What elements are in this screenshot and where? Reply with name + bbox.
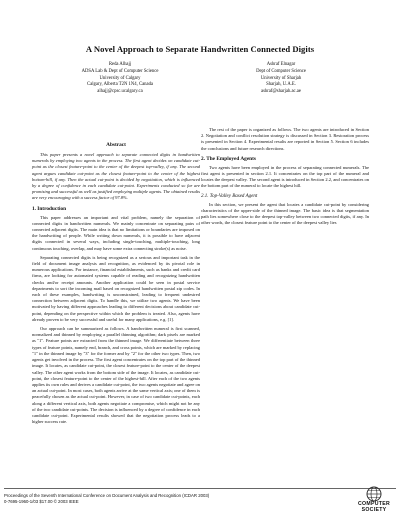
author-email: alhajj@cpsc.ucalgary.ca [97, 89, 143, 95]
author-block-2 [196, 62, 366, 96]
footer [4, 493, 209, 505]
abstract-heading: Abstract [106, 142, 126, 148]
footer-divider [4, 488, 396, 489]
author-name: Reda Alhajj [108, 62, 132, 67]
paragraph: In this section, we present the agent that locates a candidate cut-point by considering characteristics of the upper-side of the thinned image. The basic idea is that segmentation path lies somewhere close to the deepest top-valley between two connected digits, if any. In other words, the closest feature point to the center of the deepest valley lies [201, 201, 369, 226]
author-affiliation: ADSA Lab & Dept of Computer Science [81, 68, 159, 74]
paragraph: Two agents have been employed in the process of separating connected numerals. The first agent is presented in section 2.1. It concentrates on the top part of the numeral and locates the deepest valley. The second agent is introduced in Section 2.2, and concentrates on the bottom part of the numeral to locate the highest hill. [201, 164, 369, 189]
footer-isbn: 0-7695-1960-1/03 $17.00 © 2003 IEEE [4, 499, 79, 504]
logo-text-line1: COMPUTER [357, 501, 391, 507]
author-location: Calgary, Alberta T2N 1N4, Canada [87, 82, 153, 88]
abstract-text: This paper presents a novel approach to separate connected digits in handwritten numerals by employing two agents in the process. The first agent decides on candidate cut-point as the closest feature-point to the center of the deepest top-valley, if any. The second agent argues candidate cut-point as the closest feature-point to the center of the highest bottom-hill, if any. Then the actual cut-point is decided by negotiation, which is influenced by a degree of confidence in each candidate cut-point. Experiments conducted so far are promising and successful as well as justified employing multiple agents. The obtained results are very encouraging with a success factor of 97.8%. [32, 152, 200, 201]
author-block-1 [35, 62, 205, 96]
computer-society-emblem-icon [363, 486, 385, 502]
footer-proceedings: Proceedings of the Seventh International Conference on Document Analysis and Recognition (ICDAR 2003) [4, 493, 210, 498]
subsection-heading-top-valley: 2.1. Top-Valley Based Agent [201, 193, 258, 199]
section-heading-introduction: 1. Introduction [32, 205, 67, 212]
logo-text-line2: SOCIETY [361, 506, 387, 513]
author-institution: University of Calgary [99, 75, 141, 81]
paper-title: A Novel Approach to Separate Handwritten Connected Digits [85, 44, 315, 54]
computer-society-logo [351, 486, 397, 516]
section-heading-employed-agents: 2. The Employed Agents [201, 155, 256, 162]
right-column [201, 124, 369, 229]
author-name: Ashraf Elnagar [266, 62, 296, 67]
author-affiliation: Dept of Computer Science [256, 68, 306, 74]
paragraph: The rest of the paper is organized as follows. The two agents are introduced in Section 2. Negotiation and conflict resolution strategy is discussed in Section 3. Restoration process is presented in Section 4. Experimental results are reported in Section 5. Section 6 includes the conclusions and future research directions. [201, 127, 369, 151]
paragraph: Our approach can be summarized as follows. A handwritten numeral is first scanned, normalized and thinned by employing a parallel thinning algorithm; dark pixels are marked as "1". Feature points are extracted from the thinned image. We differentiate between three types of feature points, namely end, branch, and cross points, which are marked by replacing "1" in the thinned image by "3" for the former and by "2" for the other two types. Then, two agents get involved in the process. The first agent concentrates on the top part of the thinned image. It locates, as candidate cut-point, the closest feature-point to the center of the deepest valley. The other agent works from the bottom side of the image. It locates, as candidate cut-point, the closest feature-point to the center of the highest-hill. After each of the two agents applies its own rules and derives a candidate cut-point, the two agents negotiate and agree on an actual cut-point. In most cases, both agents arrive at the same vertical axis; one of them is peacefully chosen as the actual cut-point. However, in case of two candidate cut-points, each along a different vertical axis, both agents negotiate a compromise, which might not be any of the two candidate cut-points. The decision is influenced by a degree of confidence in each candidate cut-point. Experimental results showed that the negotiation process leads to a higher success rate. [32, 326, 200, 425]
left-column [32, 142, 200, 428]
paragraph: This paper addresses an important and vital problem, namely the separation of connected digits in handwritten numerals. We mainly concentrate on separating pairs of connected adjacent digits. The main idea is that no limitations or boundaries are imposed on the handwriting of people. While writing down numerals, it is possible to have adjacent digits connected in several ways, including single-touching, multiple-touching, long continuous touching, overlap, and may have some extra connecting stroke(s) as noise. [32, 214, 200, 251]
author-location: Sharjah, U.A.E. [266, 82, 296, 88]
author-email: ashraf@sharjah.ac.ae [261, 89, 301, 95]
paragraph: Separating connected digits is being recognized as a serious and important task in the field of document image analysis and recognition, as evidenced by its pivotal role in numerous applications. For instance, financial establishments, such as banks and credit card firms, are looking for automated systems capable of reading and recognizing handwritten checks and/or receipt amounts. Another application could be seen in postal service departments to sort the incoming mail based on recognized handwritten postal zip codes. In each of these examples, handwriting is unconstrained, leading to frequent undesired connection between adjacent digits. To handle this, we utilize two agents. We have been motivated by having different approaches leading to different decisions about candidate cut-point, depending on the perspective within which the problem is treated. Also, agents have already proven to be very successful and useful for many applications, e.g. [1]. [32, 254, 200, 322]
author-institution: University of Sharjah [260, 75, 302, 81]
